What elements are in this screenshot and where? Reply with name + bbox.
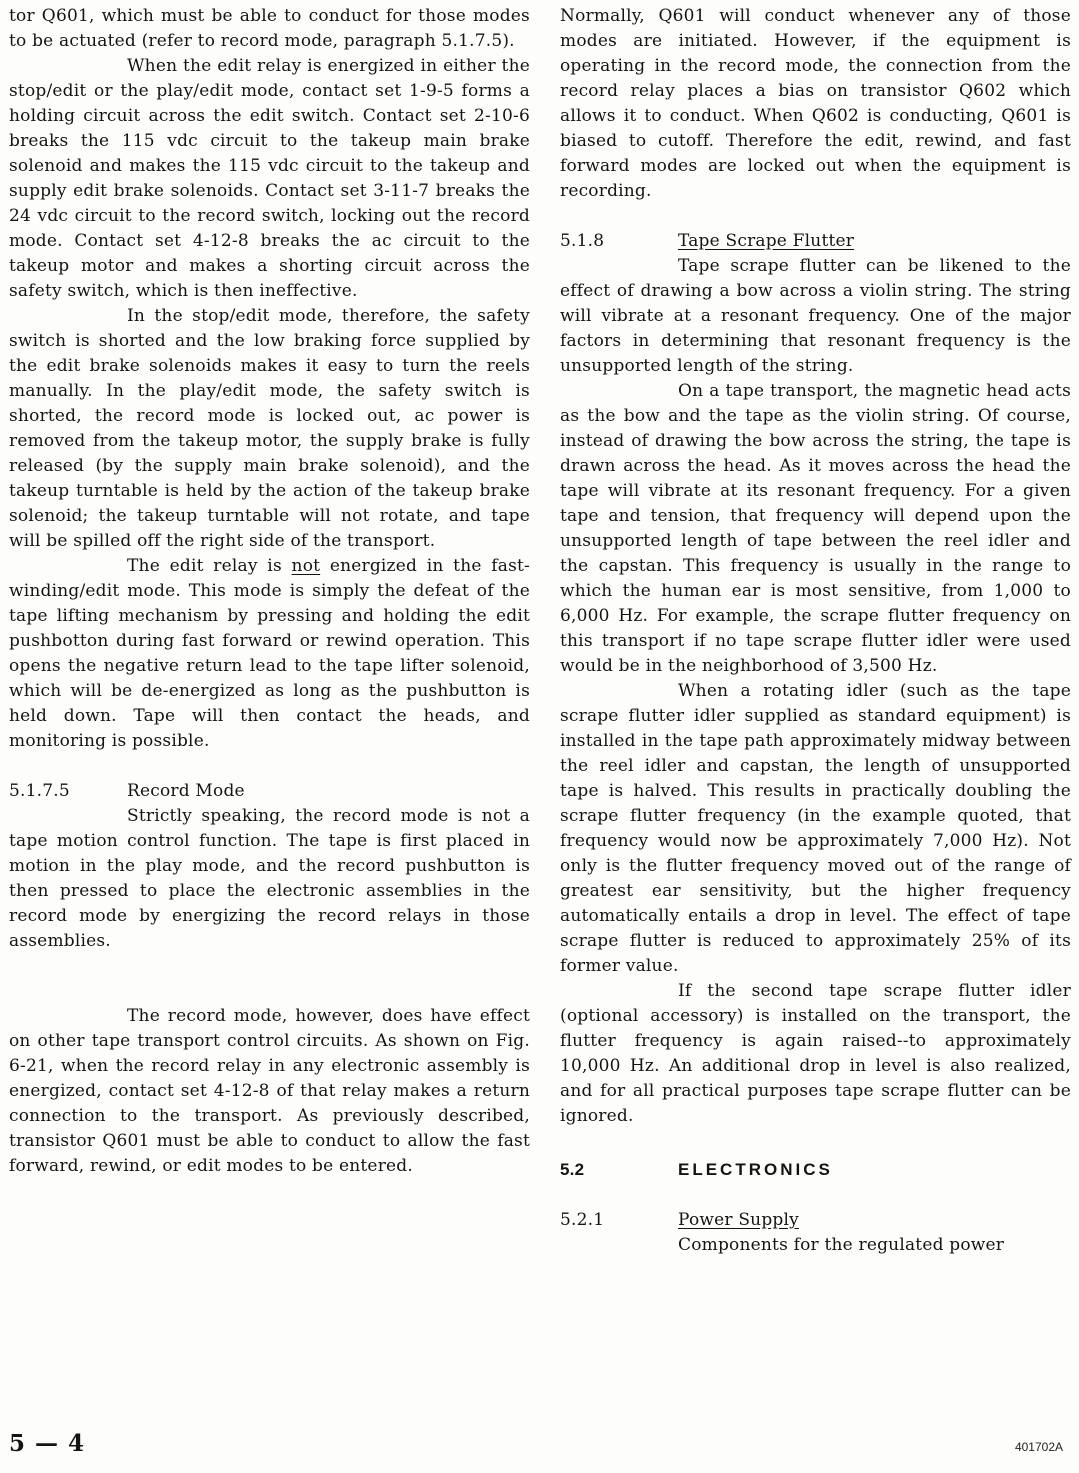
section-heading-tape-scrape-flutter: [560, 229, 1071, 254]
left-column: [9, 4, 530, 1258]
section-number: 5.2.1: [560, 1210, 605, 1230]
paragraph: When the edit relay is energized in either the stop/edit or the play/edit mode, contact set 1-9-5 forms a holding circuit across the edit switch. Contact set 2-10-6 breaks the 115 vdc circuit to the takeup main brake solenoid and makes the 115 vdc circuit to the takeup and supply edit brake solenoids. Contact set 3-11-7 breaks the 24 vdc circuit to the record switch, locking out the record mode. Contact set 4-12-8 breaks the ac circuit to the takeup motor and makes a shorting circuit across the safety switch, which is then ineffective.: [9, 56, 530, 301]
page-number: 5 — 4: [9, 1430, 86, 1457]
paragraph: The record mode, however, does have effect on other tape transport control circuits. As shown on Fig. 6-21, when the record relay in any electronic assembly is energized, contact set 4-12-8 of that relay makes a return connection to the transport. As previously described, transistor Q601 must be able to conduct to allow the fast forward, rewind, or edit modes to be entered.: [9, 1006, 530, 1176]
section-number: 5.1.8: [560, 231, 605, 251]
text-columns: [9, 4, 1071, 1258]
section-title: ELECTRONICS: [678, 1160, 833, 1179]
paragraph: Strictly speaking, the record mode is not a tape motion control function. The tape is first placed in motion in the play mode, and the record pushbutton is then pressed to place the electronic assemblies in the record mode by energizing the record relays in those assemblies.: [9, 806, 530, 951]
section-heading-record-mode: [9, 779, 530, 804]
section-title: Power Supply: [678, 1210, 799, 1230]
page-footer: [9, 1430, 1063, 1457]
right-column: [560, 4, 1071, 1258]
paragraph: When a rotating idler (such as the tape scrape flutter idler supplied as standard equipment) is installed in the tape path approximately midway between the reel idler and capstan, the length of unsupported tape is halved. This results in practically doubling the scrape flutter frequency (in the example quoted, that frequency would now be approximately 7,000 Hz). Not only is the flutter frequency moved out of the range of greatest ear sensitivity, but the higher frequency automatically entails a drop in level. The effect of tape scrape flutter is reduced to approximately 25% of its former value.: [560, 681, 1071, 976]
section-title: Record Mode: [127, 781, 245, 801]
paragraph-text: energized in the fast-winding/edit mode. This mode is simply the defeat of the tape lifting mechanism by pressing and holding the edit pushbotton during fast forward or rewind operation. This opens the negative return lead to the tape lifter solenoid, which will be de-energized as long as the pushbutton is held down. Tape will then contact the heads, and monitoring is possible.: [9, 556, 530, 751]
paragraph: [9, 554, 530, 754]
paragraph: In the stop/edit mode, therefore, the safety switch is shorted and the low braking force supplied by the edit brake solenoids makes it easy to turn the reels manually. In the play/edit mode, the safety switch is shorted, the record mode is locked out, ac power is removed from the takeup motor, the supply brake is fully released (by the supply main brake solenoid), and the takeup turntable is held by the action of the takeup brake solenoid; the takeup turntable will not rotate, and tape will be spilled off the right side of the transport.: [9, 306, 530, 551]
paragraph: tor Q601, which must be able to conduct for those modes to be actuated (refer to record mode, paragraph 5.1.7.5).: [9, 6, 530, 51]
paragraph: Components for the regulated power: [678, 1235, 1005, 1255]
section-heading-electronics: [560, 1157, 1071, 1183]
paragraph: If the second tape scrape flutter idler (optional accessory) is installed on the transport, the flutter frequency is again raised--to approximately 10,000 Hz. An additional drop in level is also realized, and for all practical purposes tape scrape flutter can be ignored.: [560, 981, 1071, 1126]
paragraph-text: The edit relay is: [127, 556, 292, 576]
section-title: Tape Scrape Flutter: [678, 231, 855, 251]
section-number: 5.2: [560, 1160, 585, 1179]
paragraph: On a tape transport, the magnetic head acts as the bow and the tape as the violin string. Of course, instead of drawing the bow across the string, the tape is drawn across the head. As it moves across the head the tape will vibrate at its resonant frequency. For a given tape and tension, that frequency will depend upon the unsupported length of tape between the reel idler and the capstan. This frequency is usually in the range to which the human ear is most sensitive, from 1,000 to 6,000 Hz. For example, the scrape flutter frequency on this transport if no tape scrape flutter idler were used would be in the neighborhood of 3,500 Hz.: [560, 381, 1071, 676]
emphasized-word: not: [291, 556, 321, 576]
section-number: 5.1.7.5: [9, 781, 70, 801]
paragraph: Normally, Q601 will conduct whenever any of those modes are initiated. However, if the equipment is operating in the record mode, the connection from the record relay places a bias on transistor Q602 which allows it to conduct. When Q602 is conducting, Q601 is biased to cutoff. Therefore the edit, rewind, and fast forward modes are locked out when the equipment is recording.: [560, 6, 1071, 201]
doc-number: 401702A: [1014, 1440, 1063, 1454]
paragraph: Tape scrape flutter can be likened to the effect of drawing a bow across a violin string. The string will vibrate at a resonant frequency. One of the major factors in determining that resonant frequency is the unsupported length of the string.: [560, 256, 1071, 376]
section-heading-power-supply: [560, 1208, 1071, 1233]
